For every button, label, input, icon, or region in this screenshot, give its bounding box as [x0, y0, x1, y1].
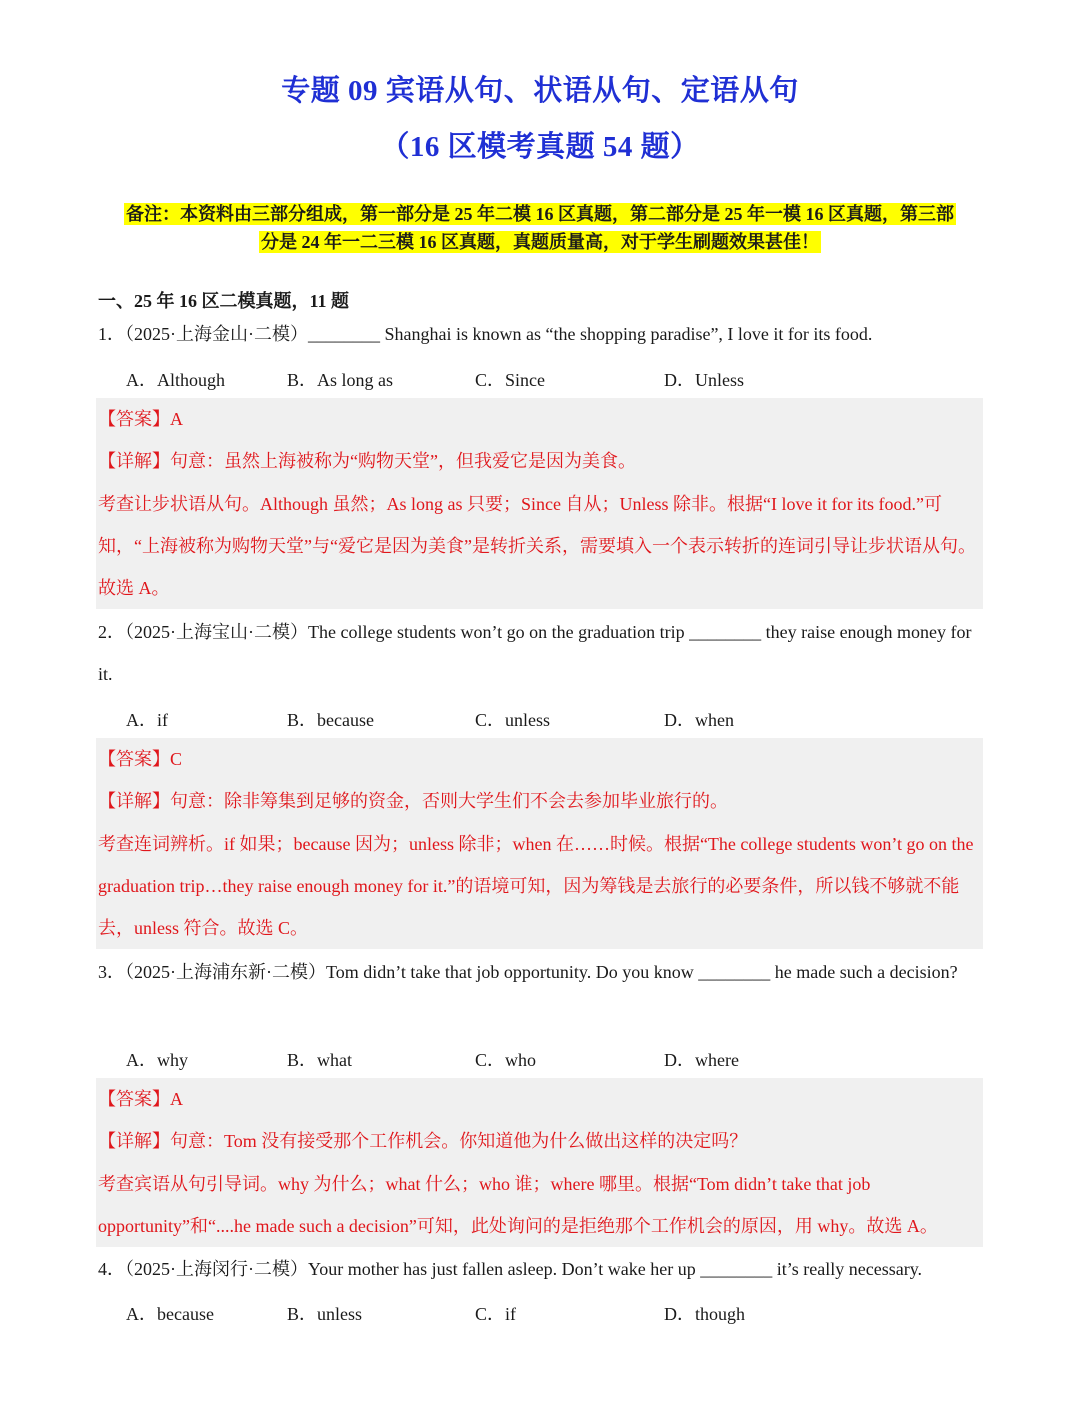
option-c: C．who — [475, 1050, 537, 1070]
option-a: A．Although — [126, 370, 225, 390]
option-b: B．what — [287, 1050, 352, 1070]
note-line-1: 备注：本资料由三部分组成，第一部分是 25 年二模 16 区真题，第二部分是 25 年一模 16 区真题，第三部 — [126, 204, 954, 224]
question-4 — [98, 1248, 984, 1290]
question-number: 2． — [98, 622, 125, 642]
answer-label: 【答案】A — [98, 1089, 183, 1109]
question-text: Tom didn’t take that job opportunity. Do you know — [326, 962, 699, 982]
option-d: D．when — [664, 710, 734, 730]
question-text: they raise enough money for it. — [98, 622, 972, 684]
question-source: （2025·上海宝山·二模） — [125, 622, 308, 642]
question-number: 1． — [98, 324, 125, 344]
question-source: （2025·上海浦东新·二模） — [125, 962, 326, 982]
option-d: D．though — [664, 1304, 745, 1324]
page-subtitle: （16 区模考真题 54 题） — [380, 131, 700, 163]
option-a: A．if — [126, 710, 168, 730]
question-text: Shanghai is known as “the shopping paradise”, I love it for its food. — [380, 324, 873, 344]
options-row — [126, 366, 886, 390]
question-1 — [98, 313, 984, 355]
option-a: A．why — [126, 1050, 188, 1070]
question-text: it’s really necessary. — [772, 1259, 923, 1279]
answer-block — [96, 1078, 983, 1247]
detail-title: 【详解】句意：除非筹集到足够的资金，否则大学生们不会去参加毕业旅行的。 — [98, 791, 728, 812]
option-a: A．because — [126, 1304, 214, 1324]
page-title: 专题 09 宾语从句、状语从句、定语从句 — [281, 75, 799, 107]
question-number: 4． — [98, 1259, 125, 1279]
question-source: （2025·上海闵行·二模） — [125, 1259, 308, 1279]
option-b: B．As long as — [287, 370, 394, 390]
options-row — [126, 1046, 886, 1070]
note-line-2: 分是 24 年一二三模 16 区真题，真题质量高，对于学生刷题效果甚佳！ — [261, 232, 819, 252]
option-d: D．where — [664, 1050, 739, 1070]
options-row — [126, 706, 886, 730]
option-c: C．Since — [475, 370, 545, 390]
question-text: Your mother has just fallen asleep. Don’t wake her up — [308, 1259, 701, 1279]
question-text: he made such a decision? — [770, 962, 958, 982]
answer-block — [96, 398, 983, 609]
detail-title: 【详解】句意：Tom 没有接受那个工作机会。你知道他为什么做出这样的决定吗？ — [98, 1131, 748, 1152]
option-b: B．because — [287, 710, 374, 730]
answer-label: 【答案】A — [98, 409, 183, 429]
detail-text: 考查连词辨析。if 如果；because 因为；unless 除非；when 在……时候。根据“The college students won’t go on the graduation trip…they raise enough money for it.”的语境可知，因为筹钱是去旅行的必要条件，所以钱不够就不能去，unless 符合。故选 C。 — [98, 833, 974, 939]
question-blank: ________ — [689, 622, 762, 642]
question-blank: ________ — [698, 962, 771, 982]
detail-text: 考查宾语从句引导词。why 为什么；what 什么；who 谁；where 哪里。根据“Tom didn’t take that job opportunity”和“....he made such a decision”可知，此处询问的是拒绝那个工作机会的原因，用 why。故选 A。 — [98, 1173, 938, 1236]
question-blank: ________ — [308, 324, 380, 344]
question-number: 3． — [98, 962, 125, 982]
option-d: D．Unless — [664, 370, 744, 390]
option-c: C．if — [475, 1304, 517, 1324]
option-b: B．unless — [287, 1304, 363, 1324]
question-3 — [98, 951, 984, 993]
answer-block — [96, 738, 983, 949]
answer-label: 【答案】C — [98, 749, 183, 769]
note-highlight — [98, 200, 982, 256]
question-blank: ________ — [700, 1259, 773, 1279]
question-text: The college students won’t go on the graduation trip — [308, 622, 690, 642]
question-2 — [98, 611, 984, 695]
detail-text: 考查让步状语从句。Although 虽然；As long as 只要；Since 自从；Unless 除非。根据“I love it for its food.”可知，“上海被称为购物天堂”与“爱它是因为美食”是转折关系，需要填入一个表示转折的连词引导让步状语从句。故选 A。 — [98, 493, 976, 599]
question-source: （2025·上海金山·二模） — [125, 324, 308, 344]
section-heading: 一、25 年 16 区二模真题，11 题 — [98, 291, 350, 311]
detail-title: 【详解】句意：虽然上海被称为“购物天堂”，但我爱它是因为美食。 — [98, 451, 636, 472]
options-row — [126, 1300, 886, 1324]
option-c: C．unless — [475, 710, 551, 730]
